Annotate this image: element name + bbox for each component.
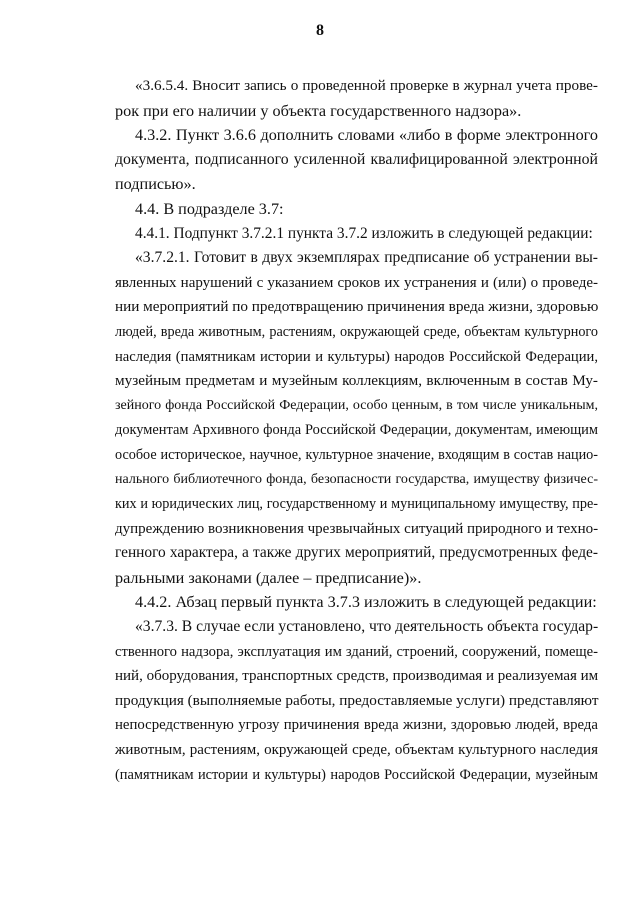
text-line: 4.4.1. Подпункт 3.7.2.1 пункта 3.7.2 изложить в следующей редакции: <box>135 224 593 242</box>
text-line: «3.6.5.4. Вносит запись о проведенной проверке в журнал учета прове- <box>135 77 598 94</box>
text-line: «3.7.2.1. Готовит в двух экземплярах предписание об устранении вы- <box>135 249 598 267</box>
text-line: 4.4.2. Абзац первый пункта 3.7.3 изложить в следующей редакции: <box>135 593 597 612</box>
text-line: 4.4. В подразделе 3.7: <box>135 199 284 218</box>
text-line: документа, подписанного усиленной квалифицированной электронной <box>115 150 598 168</box>
text-line: непосредственную угрозу причинения вреда жизни, здоровью людей, вреда <box>115 717 598 734</box>
text-line: «3.7.3. В случае если установлено, что деятельность объекта государ- <box>135 618 599 636</box>
text-line: музейным предметам и музейным коллекциям, включенным в состав Му- <box>115 372 598 390</box>
text-line: животным, растениям, окружающей среде, объектам культурного наследия <box>115 742 598 759</box>
text-line: генного характера, а также других мероприятий, предусмотренных феде- <box>115 544 598 562</box>
text-line: особое историческое, научное, культурное значение, входящим в состав нацио- <box>115 446 598 463</box>
text-line: дупреждению возникновения чрезвычайных ситуаций природного и техно- <box>115 520 599 537</box>
text-line: ственного надзора, эксплуатация им зданий, строений, сооружений, помеще- <box>115 643 598 660</box>
text-line: 4.3.2. Пункт 3.6.6 дополнить словами «либо в форме электронного <box>135 126 598 145</box>
text-line: (памятникам истории и культуры) народов Российской Федерации, музейным <box>115 766 598 783</box>
text-line: нального библиотечного фонда, безопасности государства, имуществу физичес- <box>115 471 598 487</box>
text-line: зейного фонда Российской Федерации, особо ценным, в том числе уникальным, <box>115 397 598 413</box>
text-line: явленных нарушений с указанием сроков их устранения и (или) о проведе- <box>115 274 598 291</box>
text-line: людей, вреда животным, растениям, окружающей среде, объектам культурного <box>115 323 598 340</box>
text-line: наследия (памятникам истории и культуры) народов Российской Федерации, <box>115 348 598 365</box>
document-body <box>115 74 598 787</box>
text-line: подписью». <box>115 175 196 194</box>
text-line: продукция (выполняемые работы, предоставляемые услуги) представляют <box>115 691 599 709</box>
page-number: 8 <box>316 22 324 39</box>
text-line: ральными законами (далее – предписание)». <box>115 568 422 587</box>
text-line: ких и юридических лиц, государственному и муниципальному имуществу, пре- <box>115 496 598 513</box>
text-line: рок при его наличии у объекта государственного надзора». <box>115 101 522 120</box>
text-line: нии мероприятий по предотвращению причинения вреда жизни, здоровью <box>115 298 599 316</box>
text-line: ний, оборудования, транспортных средств, производимая и реализуемая им <box>115 668 599 685</box>
text-line: документам Архивного фонда Российской Федерации, документам, имеющим <box>115 422 598 439</box>
